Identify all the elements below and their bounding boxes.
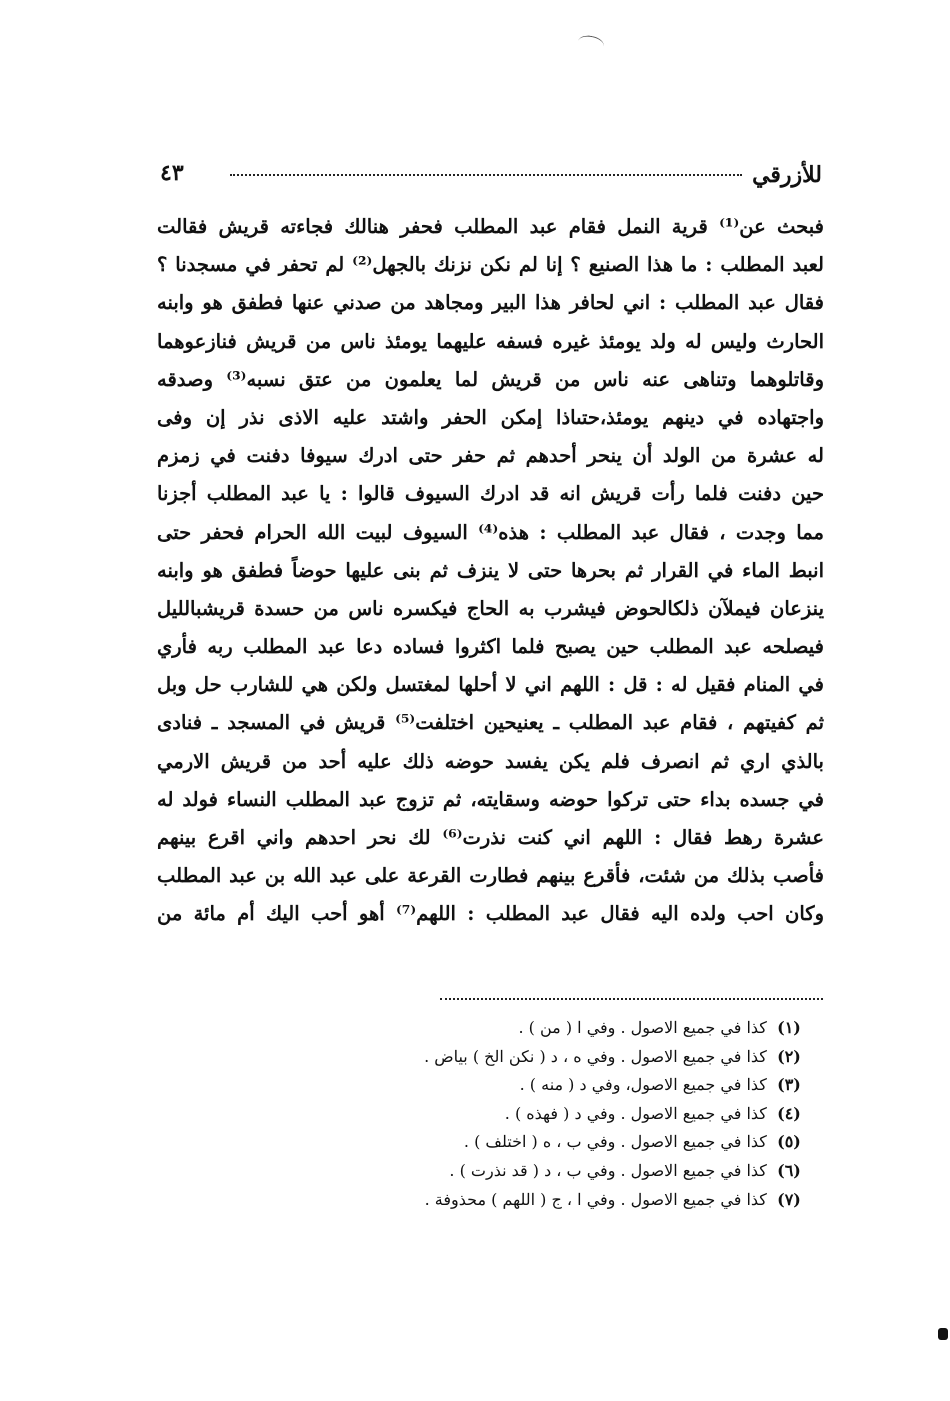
footnote-separator xyxy=(440,998,823,1000)
main-text xyxy=(157,208,824,934)
footnote-text: كذا في جميع الاصول، وفي د ( منه ) . xyxy=(519,1075,767,1095)
footnote xyxy=(300,1100,806,1129)
text-line: ينزعان فيملآن ذلكالحوض فيشرب به الحاج فيكسره ناس من حسدة قريشبالليل xyxy=(157,596,824,620)
footnote xyxy=(300,1043,806,1072)
text-line: واجتهاده في دينهم يومئذ،حتىاذا إمكن الحفر واشتد عليه الاذى نذر إن وفى xyxy=(157,405,824,429)
text-line: في المنام فقيل له : قل : اللهم اني لا أحلها لمغتسل ولكن هي للشارب حل وبل xyxy=(157,673,824,697)
footnote-number: (٧) xyxy=(777,1189,801,1209)
text-line: له عشرة من الولد أن ينحر أحدهم ثم حفر حتى ادرك سيوفا دفنت في زمزم xyxy=(157,444,824,468)
footnote-number: (٥) xyxy=(777,1132,801,1152)
footnotes xyxy=(300,1014,806,1214)
text-line: الحارث وليس له ولد يومئذ غيره فسفه عليهما يومئذ ناس من قريش فنازعوهما xyxy=(157,329,824,353)
footnote xyxy=(300,1186,806,1215)
header-title: للأزرقي xyxy=(752,162,822,188)
footnote-number: (٤) xyxy=(777,1103,801,1123)
scan-edge-mark xyxy=(938,1328,948,1340)
text-line: فبحث عن⁽¹⁾ قرية النمل فقام عبد المطلب فحفر هنالك فجاءته قريش فقالت xyxy=(157,215,824,238)
text-line: فأصب بذلك من شئت، فأقرع بينهم فطارت القرعة على عبد الله بن عبد المطلب xyxy=(157,864,824,888)
text-line: حين دفنت فلما رأت قريش انه قد ادرك السيوف قالوا : يا عبد المطلب أجزنا xyxy=(157,482,824,506)
text-line: بالذي اري ثم انصرف فلم يكن يفسد حوضه ذلك عليه أحد من قريش الارمي xyxy=(157,749,824,773)
footnote xyxy=(300,1014,806,1043)
header-dotted-rule xyxy=(230,174,742,176)
footnote-number: (٢) xyxy=(777,1046,801,1066)
footnote-text: كذا في جميع الاصول . وفي ب ، د ( قد نذرت ) . xyxy=(449,1160,767,1180)
footnote-text: كذا في جميع الاصول . وفي ا ، ج ( اللهم ) محذوفة . xyxy=(424,1189,767,1209)
footnote-number: (٣) xyxy=(777,1075,801,1095)
footnote-text: كذا في جميع الاصول . وفي ا ( من ) . xyxy=(518,1018,767,1037)
text-line: وكان احب ولده اليه فقال عبد المطلب : اللهم⁽⁷⁾ أهو أحب اليك أم مائة من xyxy=(157,902,824,926)
text-line: وقاتلوهما وتناهى عنه ناس من قريش لما يعلمون من عتق نسبه⁽³⁾ وصدقه xyxy=(157,367,824,391)
footnote xyxy=(300,1071,806,1100)
footnote-text: كذا في جميع الاصول . وفي ه ، د ( نكن الخ ) بياض . xyxy=(424,1046,767,1066)
footnote-text: كذا في جميع الاصول . وفي د ( فهذه ) . xyxy=(504,1103,767,1123)
footnote-text: كذا في جميع الاصول . وفي ب ، ه ( اختلف ) . xyxy=(463,1132,767,1152)
text-line: فيصلحه عبد المطلب حين يصبح فلما اكثروا فساده دعا عبد المطلب ربه فأري xyxy=(157,635,824,659)
text-line: ثم كفيتهم ، فقام عبد المطلب ـ يعنيحين اختلفت⁽⁵⁾ قريش في المسجد ـ فنادى xyxy=(157,711,824,735)
footnote-number: (٦) xyxy=(777,1160,801,1180)
footnote xyxy=(300,1128,806,1157)
text-line: انبط الماء في القرار ثم بحرها حتى لا ينزف ثم بنى عليها حوضاً فطفق هو وابنه xyxy=(157,558,824,582)
scan-artifact xyxy=(577,33,606,53)
text-line: لعبد المطلب : ما هذا الصنيع ؟ إنا لم نكن نزنك بالجهل⁽²⁾ لم تحفر في مسجدنا ؟ xyxy=(157,253,824,277)
text-line: عشرة رهط فقال : اللهم اني كنت نذرت⁽⁶⁾ لك نحر احدهم واني اقرع بينهم xyxy=(157,826,824,849)
text-line: فقال عبد المطلب : اني لحافر هذا البير ومجاهد من صدني عنها فطفق هو وابنه xyxy=(157,291,824,315)
text-line: مما وجدت ، فقال عبد المطلب : هذه⁽⁴⁾ السيوف لبيت الله الحرام فحفر حتى xyxy=(157,520,824,544)
footnote xyxy=(300,1157,806,1186)
text-line: في جسده بداء حتى تركوا حوضه وسقايته، ثم تزوج عبد المطلب النساء فولد له xyxy=(157,787,824,811)
page-number: ٤٣ xyxy=(160,160,184,186)
footnote-number: (١) xyxy=(777,1018,801,1037)
running-header xyxy=(160,160,822,200)
